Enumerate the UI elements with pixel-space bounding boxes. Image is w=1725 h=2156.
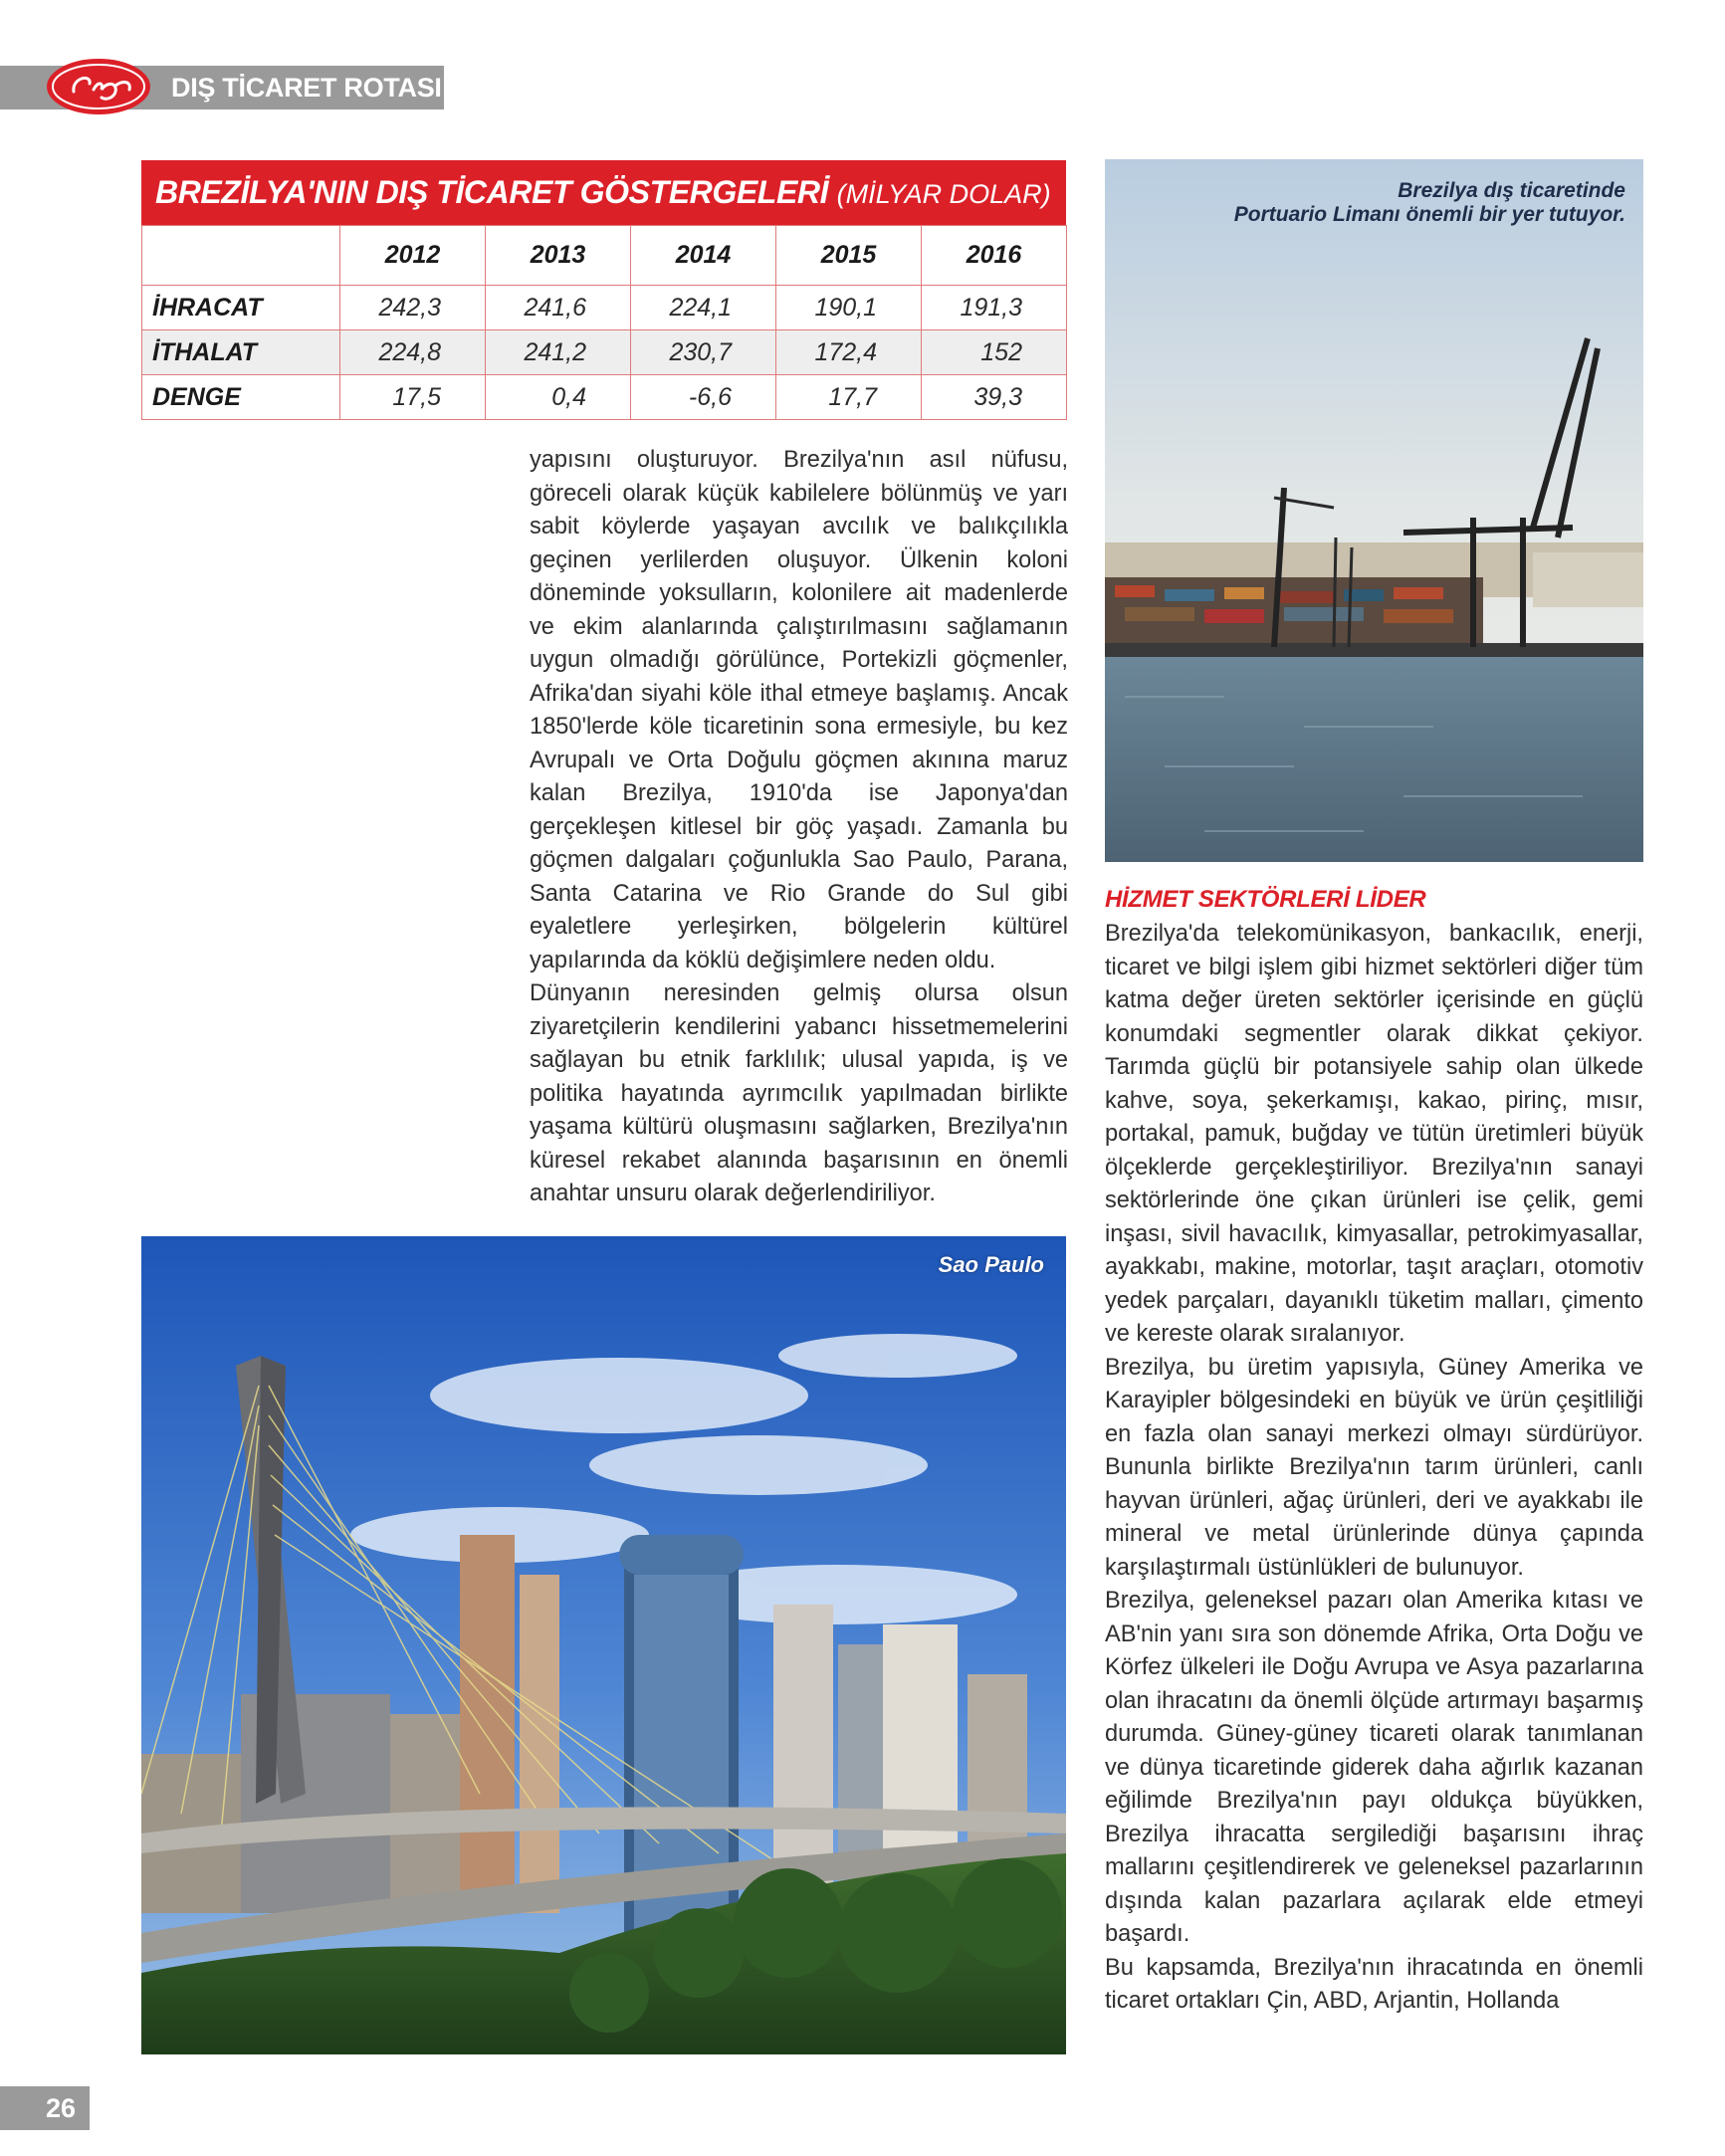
paragraph: Dünyanın neresinden gelmiş olursa olsun ziyaretçilerin kendilerini yabancı hissetmemelerini sağlayan bu etnik farklılık; ulusal yapıda, iş ve politika hayatında ayrımcılık yapılmadan birlikte yaşama kültürü oluşmasını sağlarken, Brezilya'nın küresel rekabet alanında başarısının en önemli anahtar unsuru olarak değerlendiriliyor.: [530, 980, 1068, 1206]
table-cell: 190,1: [776, 286, 922, 330]
sao-paulo-photo: [141, 1236, 1066, 2054]
row-label: İHRACAT: [142, 286, 340, 330]
row-label: DENGE: [142, 375, 340, 420]
table-cell: 224,1: [631, 286, 776, 330]
table-row: [142, 286, 1067, 330]
table-corner-cell: [142, 226, 340, 286]
port-photo-illustration: [1105, 159, 1643, 862]
table-cell: 242,3: [340, 286, 486, 330]
caption-line: Brezilya dış ticaretinde: [1398, 179, 1625, 202]
table-cell: 152: [922, 330, 1067, 375]
table-cell: 241,2: [486, 330, 631, 375]
page-number: 26: [46, 2093, 77, 2123]
magazine-logo-icon: [44, 56, 153, 117]
table-row: [142, 375, 1067, 420]
table-cell: 224,8: [340, 330, 486, 375]
section-title: DIŞ TİCARET ROTASI: [171, 73, 442, 103]
table-cell: 241,6: [486, 286, 631, 330]
indicator-grid: [141, 225, 1067, 420]
paragraph: Brezilya, geleneksel pazarı olan Amerika kıtası ve AB'nin yanı sıra son dönemde Afrika, Orta Doğu ve Körfez ülkeleri ile Doğu Avrupa ve Asya pazarlarına olan ihracatını da önemli ölçüde artırmayı başarmış durumda. Güney-güney ticareti olarak tanımlanan ve dünya ticaretinde giderek daha ağırlık kazanan eğilimde Brezilya'nın payı oldukça büyükken, Brezilya ihracatta sergilediği başarısını ihraç mallarını çeşitlendirerek ve geleneksel pazarlarının dışında kalan pazarlara açılarak elde etmeyi başardı.: [1105, 1588, 1643, 1947]
table-cell: -6,6: [631, 375, 776, 420]
year-header: 2012: [340, 226, 486, 286]
table-header-row: [142, 226, 1067, 286]
sao-paulo-illustration: [141, 1236, 1066, 2054]
year-header: 2015: [776, 226, 922, 286]
table-cell: 230,7: [631, 330, 776, 375]
page-number-box: [0, 2086, 90, 2130]
year-header: 2014: [631, 226, 776, 286]
table-row: [142, 330, 1067, 375]
table-title-text: BREZİLYA'NIN DIŞ TİCARET GÖSTERGELERİ: [155, 174, 829, 210]
paragraph: Bu kapsamda, Brezilya'nın ihracatında en önemli ticaret ortakları Çin, ABD, Arjantin, Hollanda: [1105, 1954, 1643, 2014]
trade-indicators-table: [141, 160, 1066, 420]
caption-line: Portuario Limanı önemli bir yer tutuyor.: [1233, 203, 1625, 226]
paragraph: Brezilya, bu üretim yapısıyla, Güney Amerika ve Karayipler bölgesindeki en büyük ve ürün çeşitliliği en fazla olan sanayi merkezi olmayı sürdürüyor. Bununla birlikte Brezilya'nın tarım ürünleri, canlı hayvan ürünleri, ağaç ürünleri, deri ve ayakkabı ile mineral ve metal ürünlerinde dünya çapında karşılaştırmalı üstünlükleri de bulunuyor.: [1105, 1354, 1643, 1581]
table-title: [141, 160, 1066, 225]
table-unit: (MİLYAR DOLAR): [836, 179, 1051, 209]
table-cell: 191,3: [922, 286, 1067, 330]
table-cell: 17,7: [776, 375, 922, 420]
paragraph: yapısını oluşturuyor. Brezilya'nın asıl nüfusu, göreceli olarak küçük kabilelere bölünmüş ve yarı sabit köylerde yaşayan avcılık ve balıkçılıkla geçinen yerlilerden oluşuyor. Ülkenin koloni döneminde yoksulların, kolonilere ait madenlerde ve ekim alanlarında çalıştırılmasını sağlamanın uygun olmadığı görülünce, Portekizli göçmenler, Afrika'dan siyahi köle ithal etmeye başlamış. Ancak 1850'lerde köle ticaretinin sona ermesiyle, bu kez Avrupalı ve Orta Doğulu göçmen akınına maruz kalan Brezilya, 1910'da ise Japonya'dan gerçekleşen kitlesel bir göç yaşadı. Zamanla bu göçmen dalgaları çoğunlukla Sao Paulo, Parana, Santa Catarina ve Rio Grande do Sul gibi eyaletlere yerleşirken, bölgelerin kültürel yapılarında da köklü değişimlere neden oldu.: [530, 447, 1068, 973]
middle-column-text: [530, 444, 1068, 1211]
right-column-text: [1105, 918, 1643, 2019]
table-cell: 39,3: [922, 375, 1067, 420]
paragraph: Brezilya'da telekomünikasyon, bankacılık, enerji, ticaret ve bilgi işlem gibi hizmet sektörleri diğer tüm katma değer üreten sektörler içerisinde en güçlü konumdaki segmentler olarak dikkat çekiyor. Tarımda güçlü bir potansiyele sahip olan ülkede kahve, soya, şekerkamışı, kakao, pirinç, mısır, portakal, pamuk, buğday ve tütün üretimleri büyük ölçeklerde gerçekleştiriliyor. Brezilya'nın sanayi sektörlerinde öne çıkan ürünleri ise çelik, gemi inşası, sivil havacılık, kimyasallar, petrokimyasallar, ayakkabı, makine, motorlar, taşıt araçları, otomotiv yedek parçaları, dayanıklı tüketim malları, çimento ve kereste olarak sıralanıyor.: [1105, 921, 1643, 1347]
port-photo-caption: [1234, 179, 1625, 227]
year-header: 2016: [922, 226, 1067, 286]
row-label: İTHALAT: [142, 330, 340, 375]
table-cell: 17,5: [340, 375, 486, 420]
section-heading: HİZMET SEKTÖRLERİ LİDER: [1105, 886, 1426, 913]
table-cell: 172,4: [776, 330, 922, 375]
port-photo: [1105, 159, 1643, 862]
sao-paulo-caption: Sao Paulo: [938, 1252, 1044, 1277]
year-header: 2013: [486, 226, 631, 286]
table-cell: 0,4: [486, 375, 631, 420]
